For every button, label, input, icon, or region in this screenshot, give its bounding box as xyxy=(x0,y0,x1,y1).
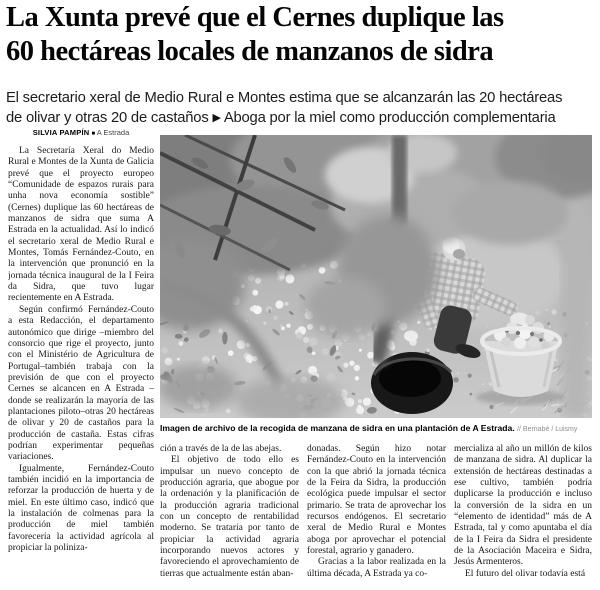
headline-line-1: La Xunta prevé que el Cernes duplique las xyxy=(6,2,504,33)
article-column-4 xyxy=(454,444,592,590)
headline xyxy=(6,1,598,69)
byline-author: SILVIA PAMPÍN xyxy=(32,128,90,137)
article-photo xyxy=(160,135,592,418)
paragraph: mercializa al año un millón de kilos de manzana de sidra. Al duplicar la extensión de hectáreas destinadas a ese cultivo, también podría duplicarse la producción e incluso la conversión de la sidra en un “elemento de identidad” más de A Estrada, tal y como apuntaba el día de la I Feira da Sidra el presidente de la Asociación Maceira e Sidra, Jesús Armenteros. xyxy=(454,444,592,568)
byline-separator-icon: ■ xyxy=(91,131,96,137)
headline-line-2: 60 hectáreas locales de manzanos de sidra xyxy=(6,36,494,67)
article-column-2 xyxy=(160,444,299,590)
byline xyxy=(8,128,154,137)
photo-caption xyxy=(160,423,592,435)
subheadline-line-2-rest: Aboga por la miel como producción complementaria xyxy=(223,109,556,126)
caption-text: Imagen de archivo de la recogida de manzana de sidra en una plantación de A Estrada. xyxy=(160,423,515,433)
arrow-bullet-icon: ▶ xyxy=(212,111,221,124)
paragraph: Igualmente, Fernández-Couto también incidió en la importancia de reforzar la producción de huerta y de miel. En este último caso, indicó que la instalación de colmenas para la producción de miel también favorecería la actividad agrícola al propiciar la poliniza- xyxy=(8,463,154,554)
paragraph: El futuro del olivar todavía está xyxy=(465,568,586,579)
paragraph: donadas. Según hizo notar Fernández-Couto en la intervención con la que abrió la jornada técnica de la Feira da Sidra, la producción ecológica puede impulsar el sector primario. Se trata de aprovechar los recursos endógenos. El secretario xeral de Medio Rural e Montes aboga por aprovechar el potencial forestal, agrario y ganadero. xyxy=(307,444,446,557)
article-column-1 xyxy=(8,146,154,590)
article-column-3 xyxy=(307,444,446,590)
photo-credit: // Bernabé / Luismy xyxy=(517,426,578,433)
subheadline-line-2 xyxy=(6,109,598,130)
subheadline-line-2-text: de olivar y otras 20 de castaños xyxy=(6,109,209,126)
byline-location: A Estrada xyxy=(96,128,130,137)
paragraph: La Secretaría Xeral do Medio Rural e Montes de la Xunta de Galicia prevé que el proyecto europeo “Comunidade de espazos rurais para unha nova economía sostible” (Cernes) duplique las 60 hectáreas de manzanos de sidra que suma A Estrada en la actualidad. Así lo indicó el secretario xeral de Medio Rural e Montes, Tomás Fernández-Couto, en la intervención que pronunció en la jornada técnica inaugural de la I Feira da Sidra, que tuvo lugar recientemente en A Estrada. xyxy=(8,146,154,304)
orchard-photo-illustration xyxy=(160,135,592,418)
paragraph: El objetivo de todo ello es impulsar un nuevo concepto de producción agraria, que abogue por la ordenación y la planificación de la producción agraria tradicional con un concepto de rentabilidad moderno. Se trataría por tanto de propiciar la actividad agraria incorporando nuevos actores y favoreciendo el aprovechamiento de tierras que actualmente están aban- xyxy=(160,455,299,579)
subheadline-line-1: El secretario xeral de Medio Rural e Montes estima que se alcanzarán las 20 hectáreas xyxy=(6,90,563,107)
paragraph: Según confirmó Fernández-Couto a esta Redacción, el departamento autonómico que dirige –miembro del consorcio que rige el proyecto, junto con el Ministério de Agricultura de Portugal–también trabaja con la previsión de que con el proyecto Cernes se alcancen en A Estrada –donde se realizarán la mayoría de las plantaciones piloto–otras 20 hectáreas de olivar y 20 de castaños para la producción de castaña. Estas cifras podrían experimentar pequeñas variaciones. xyxy=(8,304,154,463)
subheadline xyxy=(6,89,598,129)
paragraph: Gracias a la labor realizada en la última década, A Estrada ya co- xyxy=(307,557,446,579)
paragraph: ción a través de la de las abejas. xyxy=(160,444,282,454)
